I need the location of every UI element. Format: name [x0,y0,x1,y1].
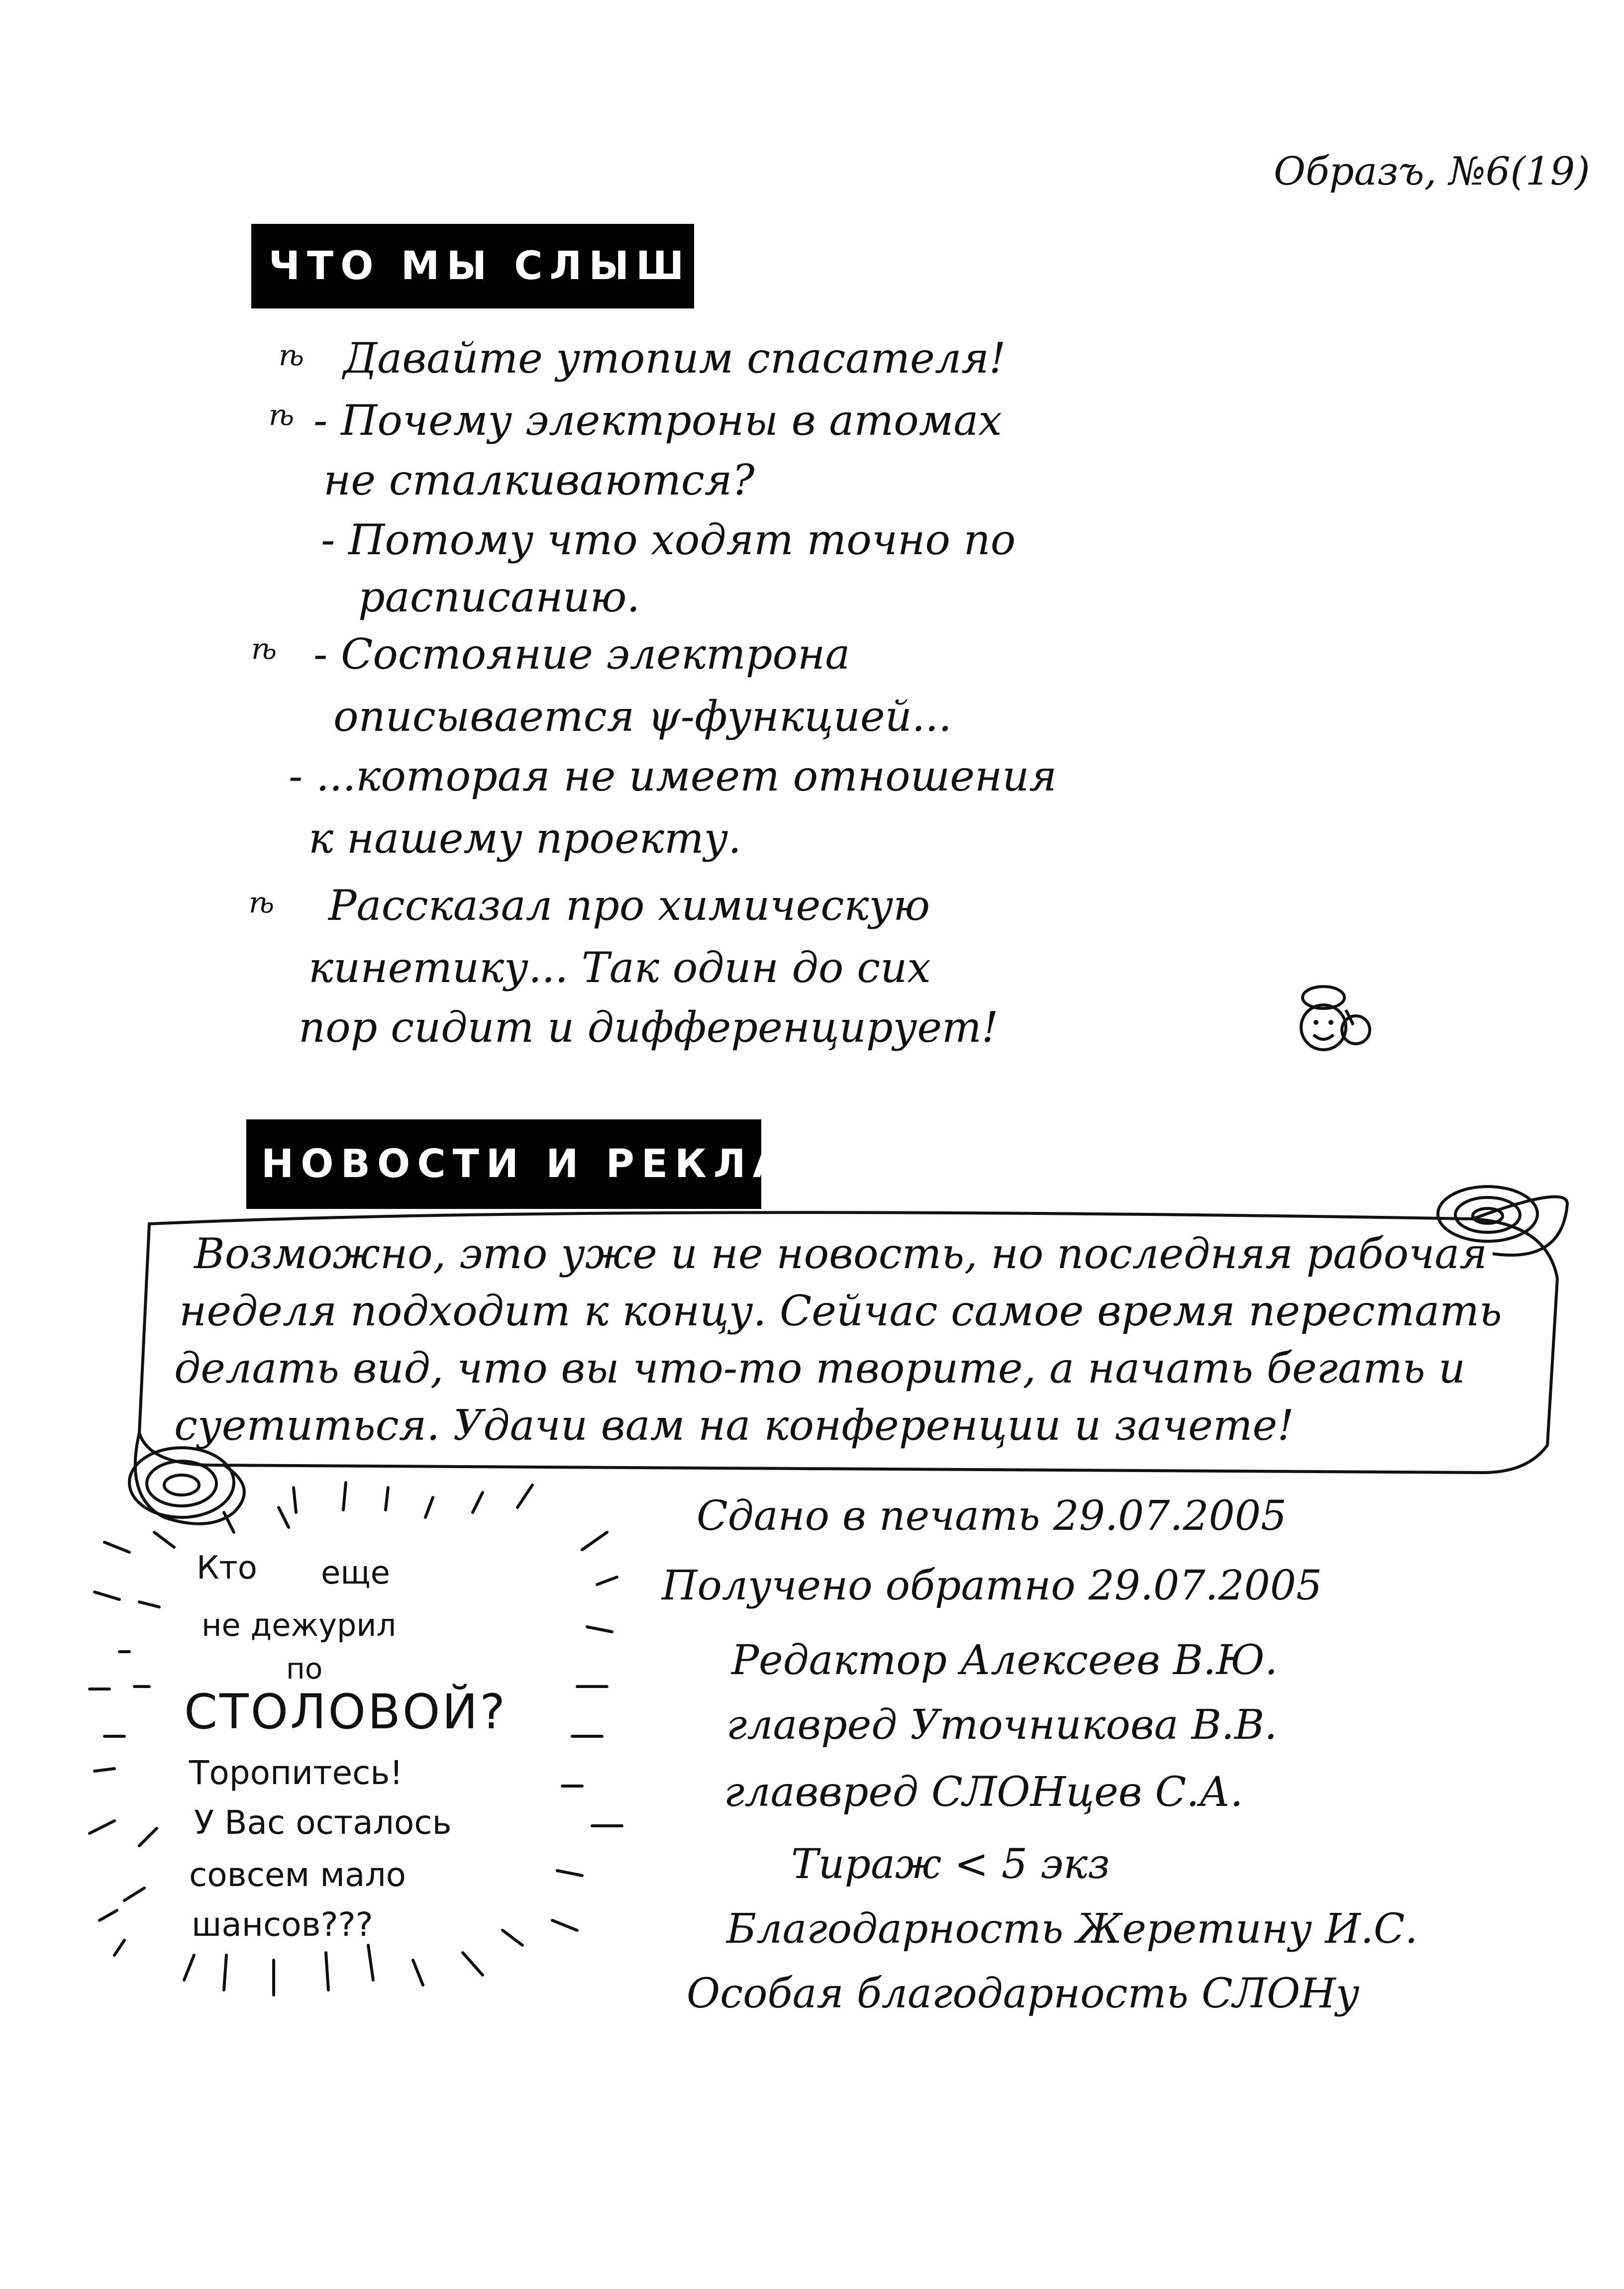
quote-marker: ѣ [279,338,304,372]
promo-line-1b: еще [321,1555,391,1592]
news-line-3: делать вид, что вы что-то творите, а начать бегать и [174,1344,1466,1393]
imprint-circulation: Тираж < 5 экз [791,1841,1110,1888]
quote-3a: - Состояние электрона [313,630,850,679]
promo-line-3: по [286,1652,323,1686]
imprint-thanks-1: Благодарность Жеретину И.С. [726,1905,1418,1953]
quote-4a: Рассказал про химическую [328,881,930,930]
heading-news-and-ads: НОВОСТИ И РЕКЛАМА [246,1119,761,1209]
quote-4b: кинетику... Так один до сих [308,943,931,992]
promo-line-8: шансов??? [192,1905,373,1944]
news-line-2: неделя подходит к концу. Сейчас самое время перестать [179,1287,1502,1335]
issue-number: Образъ, №6(19) [1274,149,1590,194]
quote-3c: - ...которая не имеет отношения [289,752,1057,800]
promo-line-2: не дежурил [202,1607,397,1643]
promo-line-5: Торопитесь! [189,1754,403,1792]
quote-3b: описывается ψ-функцией... [333,692,952,741]
quote-marker: ѣ [249,886,275,919]
quote-marker: ѣ [269,398,295,432]
promo-line-6: У Вас осталось [194,1803,452,1842]
imprint-editor: Редактор Алексеев В.Ю. [731,1637,1278,1684]
quote-2c: - Потому что ходят точно по [321,515,1016,564]
imprint-chief-2: главвред СЛОНцев С.А. [724,1769,1243,1816]
promo-line-1a: Кто [197,1550,257,1587]
promo-line-4: СТОЛОВОЙ? [184,1684,508,1740]
quote-4c: пор сидит и дифференцирует! [299,1003,999,1052]
quote-marker: ѣ [251,632,277,666]
imprint-received: Получено обратно 29.07.2005 [662,1562,1322,1609]
imprint-chief: главред Уточникова В.В. [726,1701,1278,1749]
quote-2d: расписанию. [358,573,640,621]
quote-3d: к нашему проекту. [308,814,742,863]
imprint-sent: Сдано в печать 29.07.2005 [697,1493,1287,1540]
news-line-4: суетиться. Удачи вам на конференции и зачете! [174,1401,1294,1450]
news-line-1: Возможно, это уже и не новость, но последняя рабочая [194,1229,1488,1278]
quote-2b: не сталкиваются? [323,456,755,504]
imprint-thanks-2: Особая благодарность СЛОНу [687,1970,1360,2017]
quote-2a: - Почему электроны в атомах [313,396,1002,445]
heading-what-we-hear: ЧТО МЫ СЛЫШИМ [251,224,694,308]
quote-1: Давайте утопим спасателя! [343,334,1006,383]
promo-line-7: совсем мало [189,1856,406,1894]
